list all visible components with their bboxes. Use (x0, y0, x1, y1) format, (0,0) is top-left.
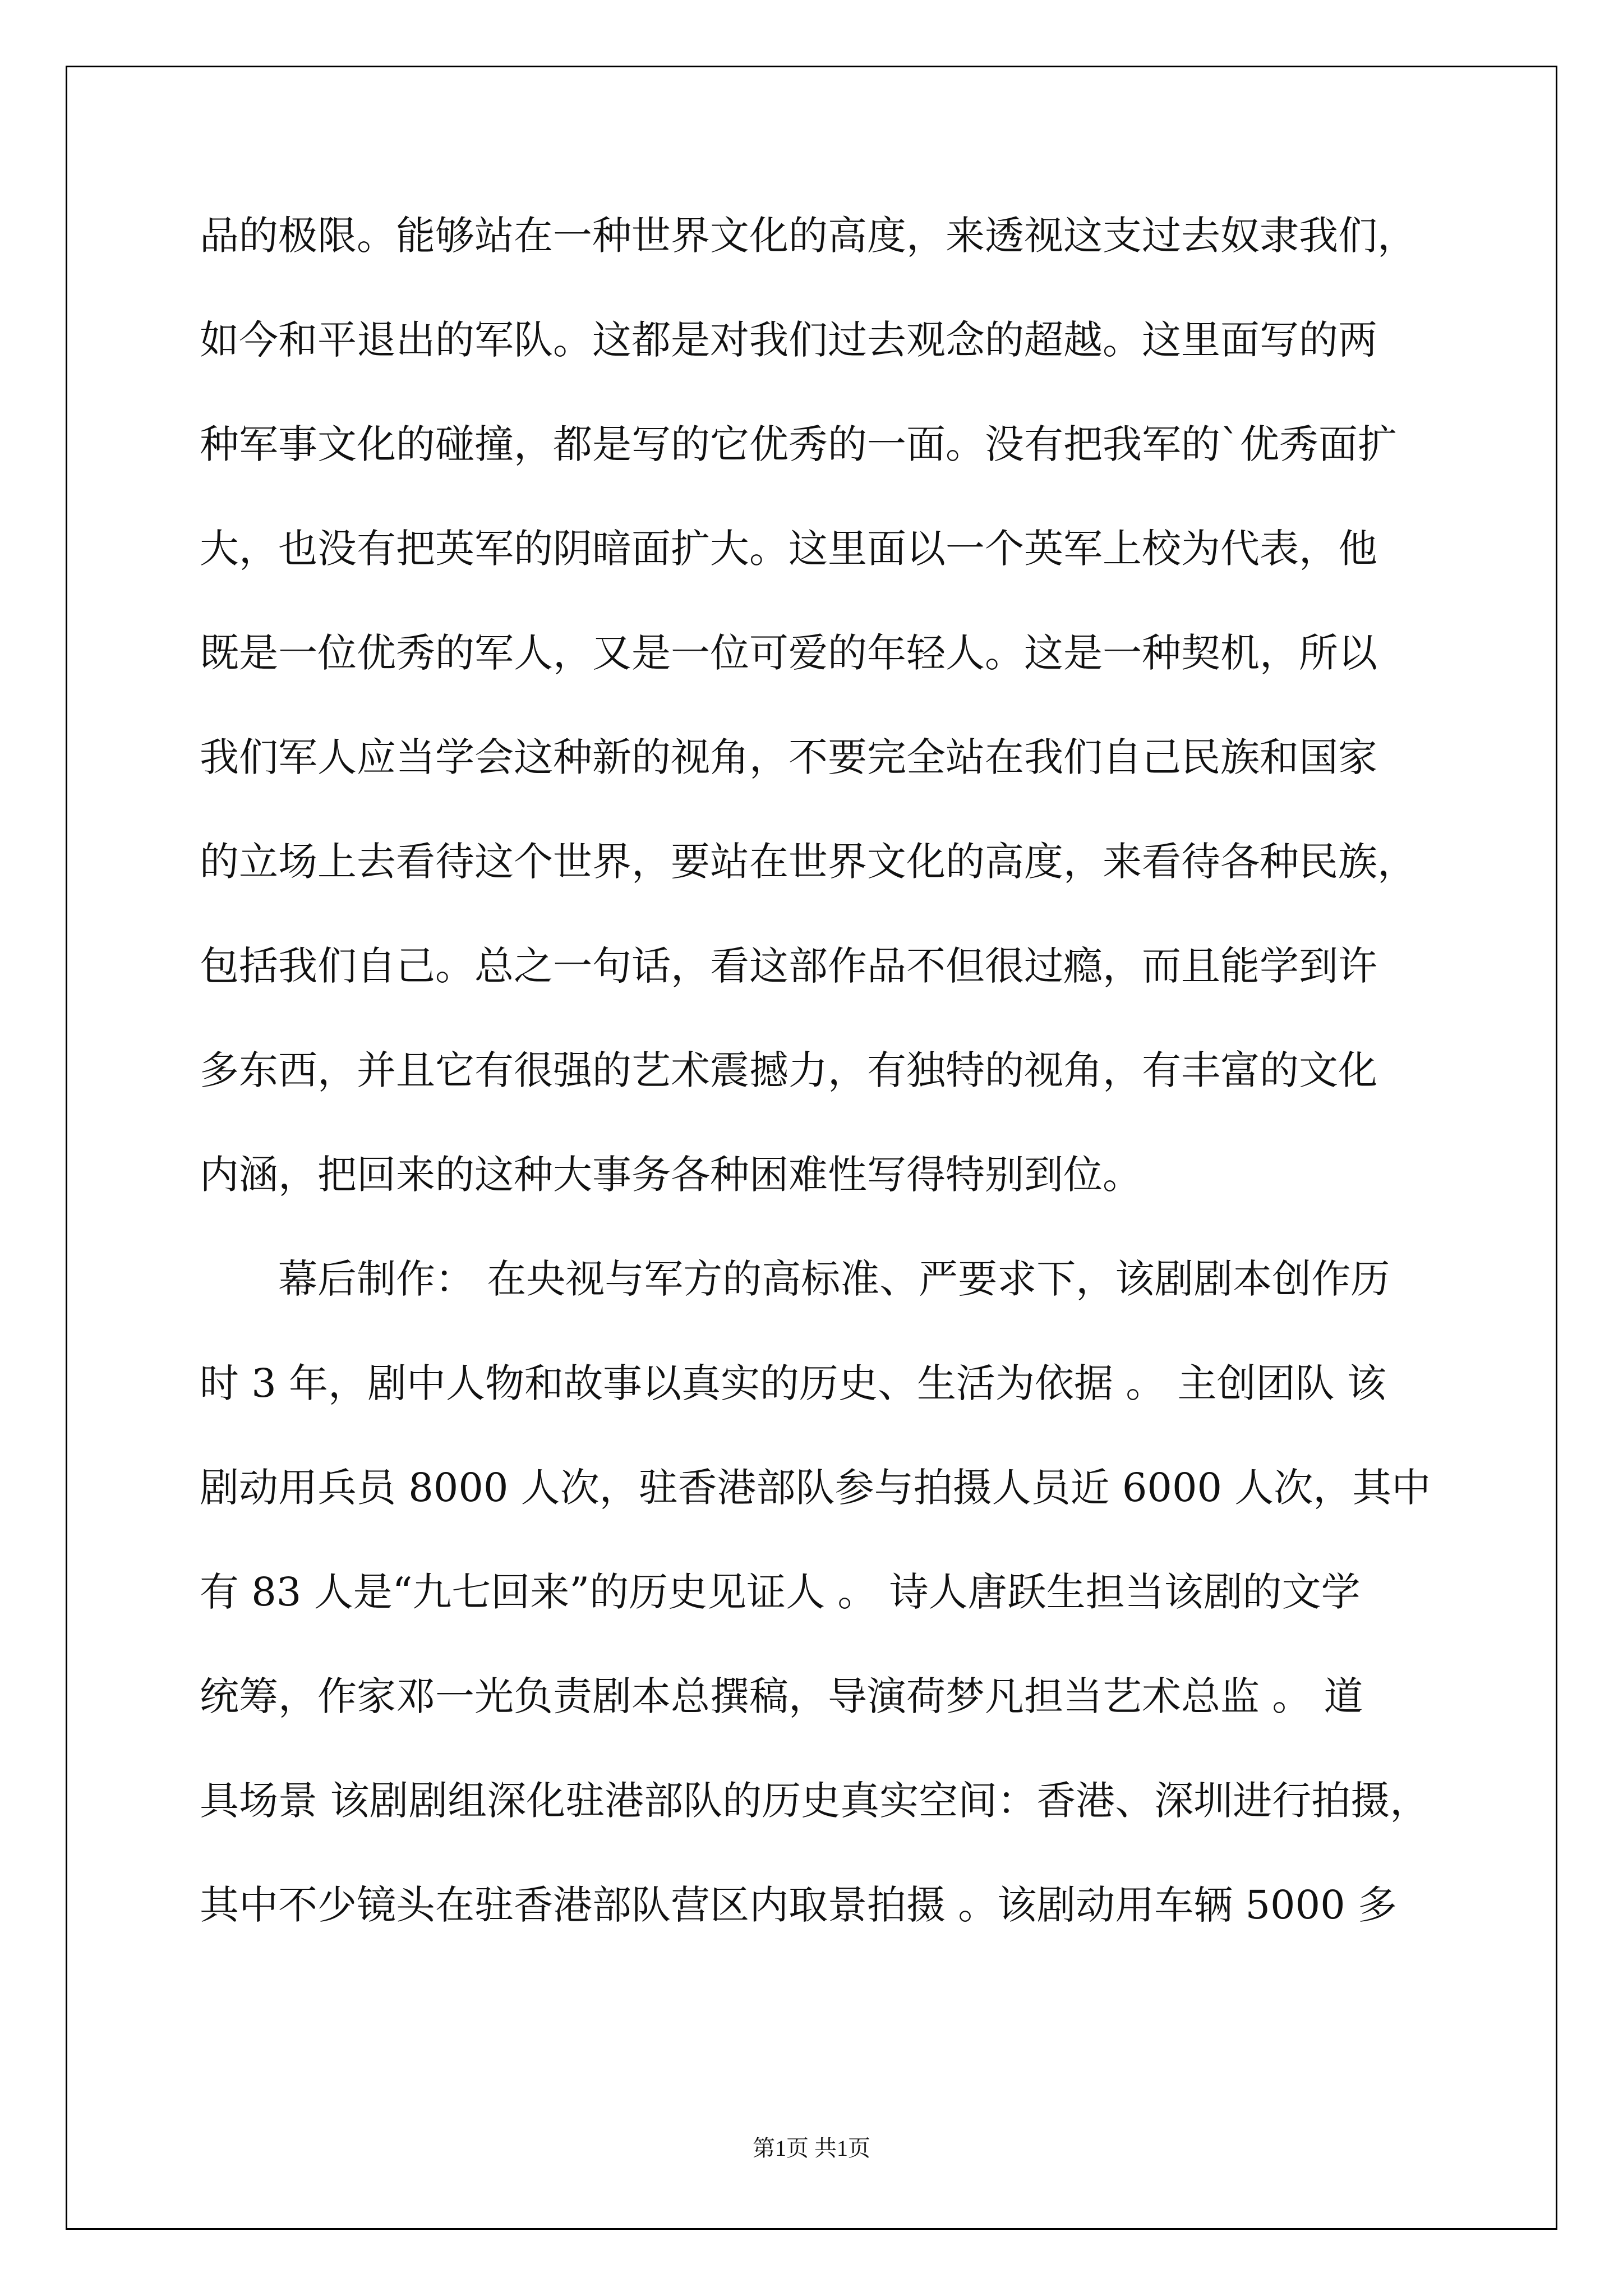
text-line: 时 3 年，剧中人物和故事以真实的历史、生活为依据 。 主创团队 该 (200, 1360, 1386, 1406)
text-line: 大，也没有把英军的阴暗面扩大。这里面以一个英军上校为代表，他 (200, 526, 1377, 572)
text-line: 种军事文化的碰撞，都是写的它优秀的一面。没有把我军的`优秀面扩 (200, 421, 1397, 467)
text-line: 的立场上去看待这个世界，要站在世界文化的高度，来看待各种民族， (200, 839, 1417, 885)
text-line: 剧动用兵员 8000 人次，驻香港部队参与拍摄人员近 6000 人次，其中 (200, 1465, 1431, 1511)
page-footer: 第1页 共1页 (753, 2136, 870, 2161)
text-line: 品的极限。能够站在一种世界文化的高度，来透视这支过去奴隶我们， (200, 213, 1417, 259)
text-line: 内涵，把回来的这种大事务各种困难性写得特别到位。 (200, 1152, 1142, 1198)
text-line: 具场景 该剧剧组深化驻港部队的历史真实空间：香港、深圳进行拍摄， (200, 1778, 1430, 1824)
text-line: 统筹，作家邓一光负责剧本总撰稿，导演荷梦凡担当艺术总监 。 道 (200, 1673, 1363, 1719)
text-line: 如今和平退出的军队。这都是对我们过去观念的超越。这里面写的两 (200, 317, 1377, 363)
text-line: 多东西，并且它有很强的艺术震撼力，有独特的视角，有丰富的文化 (200, 1047, 1377, 1093)
text-line: 我们军人应当学会这种新的视角，不要完全站在我们自己民族和国家 (200, 734, 1377, 780)
text-line: 既是一位优秀的军人，又是一位可爱的年轻人。这是一种契机，所以 (200, 630, 1377, 676)
text-line: 幕后制作： 在央视与军方的高标准、严要求下，该剧剧本创作历 (200, 1256, 1390, 1302)
text-line: 有 83 人是“九七回来”的历史见证人 。 诗人唐跃生担当该剧的文学 (200, 1569, 1361, 1615)
text-line: 其中不少镜头在驻香港部队营区内取景拍摄 。该剧动用车辆 5000 多 (200, 1882, 1397, 1928)
text-line: 包括我们自己。总之一句话，看这部作品不但很过瘾，而且能学到许 (200, 943, 1377, 989)
